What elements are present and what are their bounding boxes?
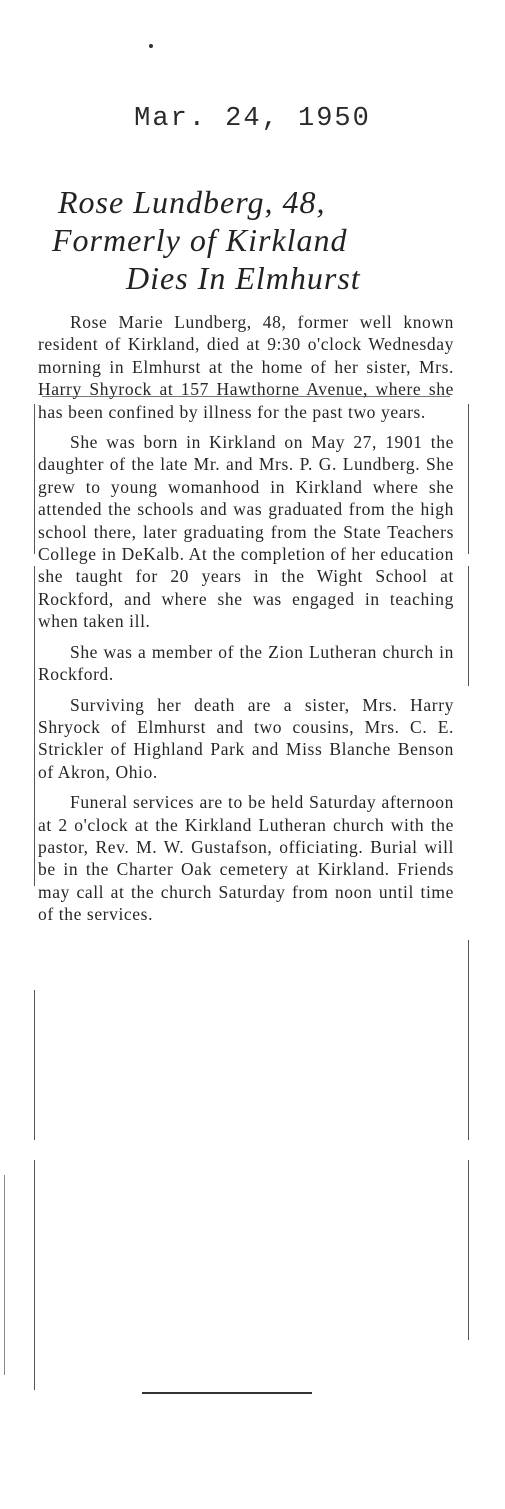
paragraph-5: Funeral services are to be held Saturday afternoon at 2 o'clock at the Kirkland Lutheran church with the pastor, Rev. M. W. Gustafson, officiating. Burial will be in the Charter Oak cemetery at Kirkland. Friends may call at the church Saturday from noon until time of the services. [38,792,454,925]
paragraph-1: Rose Marie Lundberg, 48, former well known resident of Kirkland, died at 9:30 o'clock Wednesday morning in Elmhurst at the home of her sister, Mrs. Harry Shyrock at 157 Hawthorne Avenue, where she has been confined by illness for the past two years. [38,312,454,422]
margin-mark-right-4 [468,1160,469,1340]
headline-line-2: Formerly of Kirkland [52,221,348,258]
end-divider [142,1392,312,1394]
paragraph-4: Surviving her death are a sister, Mrs. Harry Shryock of Elmhurst and two cousins, Mrs. C. E. Strickler of Highland Park and Miss Blanche Benson of Akron, Ohio. [38,694,454,782]
margin-mark-right-2 [468,566,469,686]
margin-mark-left-1 [34,404,35,554]
headline-line-3: Dies In Elmhurst [126,259,361,296]
paragraph-3: She was a member of the Zion Lutheran church in Rockford. [38,641,454,685]
article-body [38,311,454,934]
paragraph-2: She was born in Kirkland on May 27, 1901 the daughter of the late Mr. and Mrs. P. G. Lundberg. She grew to young womanhood in Kirkland where she attended the schools and was graduated from the high school there, later graduating from the State Teachers College in DeKalb. At the completion of her education she taught for 20 years in the Wight School at Rockford, and where she was engaged in teaching when taken ill. [38,432,454,632]
margin-mark-left-2 [34,566,35,886]
headline-line-1: Rose Lundberg, 48, [58,184,326,220]
headline [40,184,460,297]
clipping-date: Mar. 24, 1950 [134,104,371,134]
margin-mark-right-1 [468,404,469,554]
ink-speck [149,44,153,48]
margin-mark-left-4 [34,1160,35,1390]
margin-mark-far-left [4,1175,5,1375]
margin-mark-left-3 [34,990,35,1140]
margin-mark-right-3 [468,940,469,1140]
